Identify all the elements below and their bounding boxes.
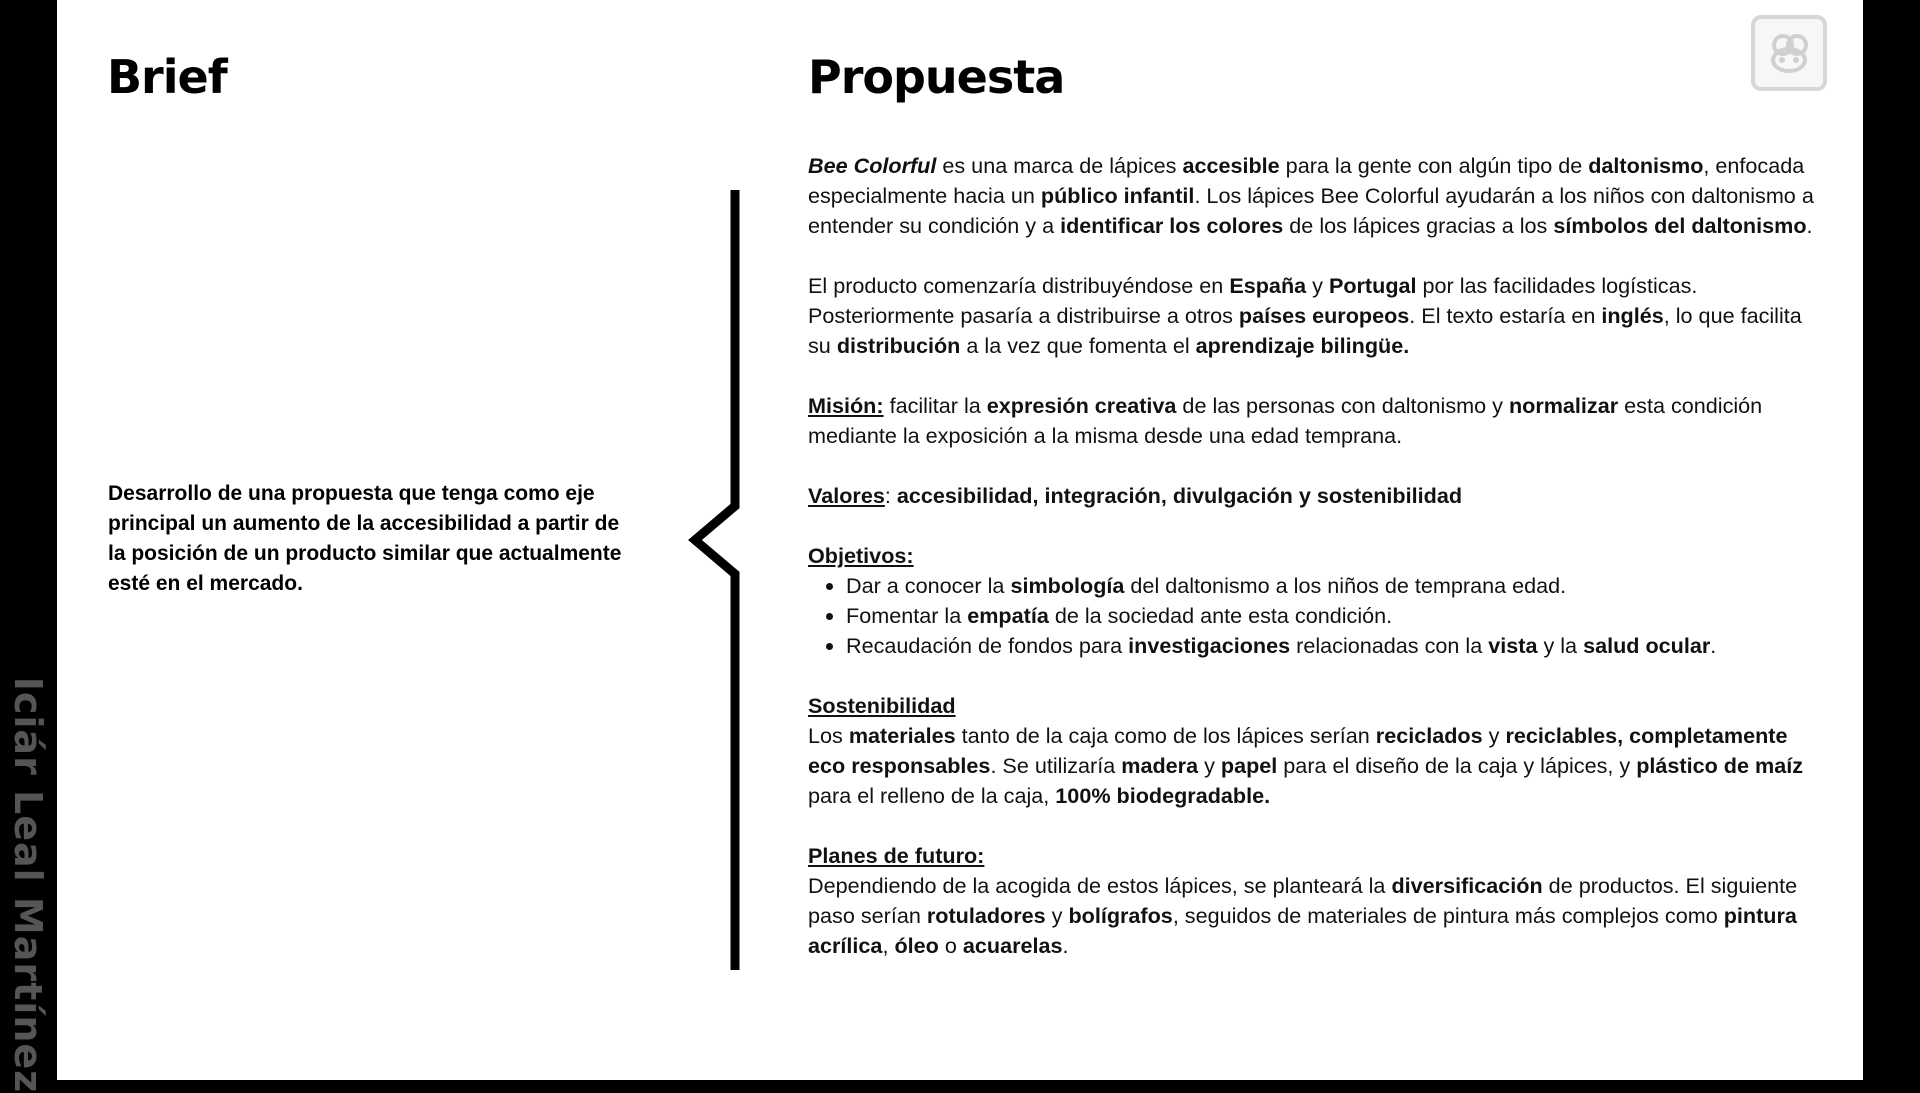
bee-logo-icon [1751, 15, 1827, 91]
mision-heading: Misión: [808, 393, 884, 418]
objetivos-heading: Objetivos: [808, 543, 914, 568]
futuro-heading: Planes de futuro: [808, 843, 985, 868]
author-name: Iciár Leal Martínez [6, 676, 50, 1093]
paragraph-valores: Valores: accesibilidad, integración, divulgación y sostenibilidad [808, 483, 1463, 508]
list-item: • Fomentar la empatía de la sociedad ante esta condición. [846, 601, 1828, 631]
list-item: • Dar a conocer la simbología del daltonismo a los niños de temprana edad. [846, 571, 1828, 601]
list-item: • Recaudación de fondos para investigaciones relacionadas con la vista y la salud ocular. [846, 631, 1828, 661]
paragraph-sostenibilidad: Sostenibilidad Los materiales tanto de la caja como de los lápices serían reciclados y reciclables, completamente eco responsables. Se utilizaría madera y papel para el diseño de la caja y lápices, y plástico de maíz para el relleno de la caja, 100% biodegradable. [808, 693, 1804, 808]
brand-name: Bee Colorful [808, 153, 937, 178]
proposal-body [808, 151, 1828, 991]
author-vertical-label [0, 676, 57, 1093]
paragraph-distribution: El producto comenzaría distribuyéndose en España y Portugal por las facilidades logísticas. Posteriormente pasaría a distribuirse a otros países europeos. El texto estaría en inglés, lo que facilita su distribución a la vez que fomenta el aprendizaje bilingüe. [808, 273, 1802, 358]
curly-brace-divider [683, 190, 743, 970]
objetivos-list [808, 571, 1828, 661]
slide [57, 0, 1863, 1080]
paragraph-intro: Bee Colorful es una marca de lápices accesible para la gente con algún tipo de daltonismo, enfocada especialmente hacia un público infantil. Los lápices Bee Colorful ayudarán a los niños con daltonismo a entender su condición y a identificar los colores de los lápices gracias a los símbolos del daltonismo. [808, 153, 1814, 238]
valores-heading: Valores [808, 483, 885, 508]
sostenibilidad-heading: Sostenibilidad [808, 693, 956, 718]
brief-text: Desarrollo de una propuesta que tenga como eje principal un aumento de la accesibilidad a partir de la posición de un producto similar que actualmente esté en el mercado. [108, 482, 622, 595]
paragraph-futuro: Planes de futuro: Dependiendo de la acogida de estos lápices, se planteará la diversificación de productos. El siguiente paso serían rotuladores y bolígrafos, seguidos de materiales de pintura más complejos como pintura acrílica, óleo o acuarelas. [808, 843, 1798, 958]
proposal-title: Propuesta [808, 50, 1065, 104]
paragraph-mision: Misión: facilitar la expresión creativa de las personas con daltonismo y normalizar esta condición mediante la exposición a la misma desde una edad temprana. [808, 393, 1763, 448]
objetivos-section [808, 541, 1828, 661]
brief-title: Brief [107, 50, 227, 104]
